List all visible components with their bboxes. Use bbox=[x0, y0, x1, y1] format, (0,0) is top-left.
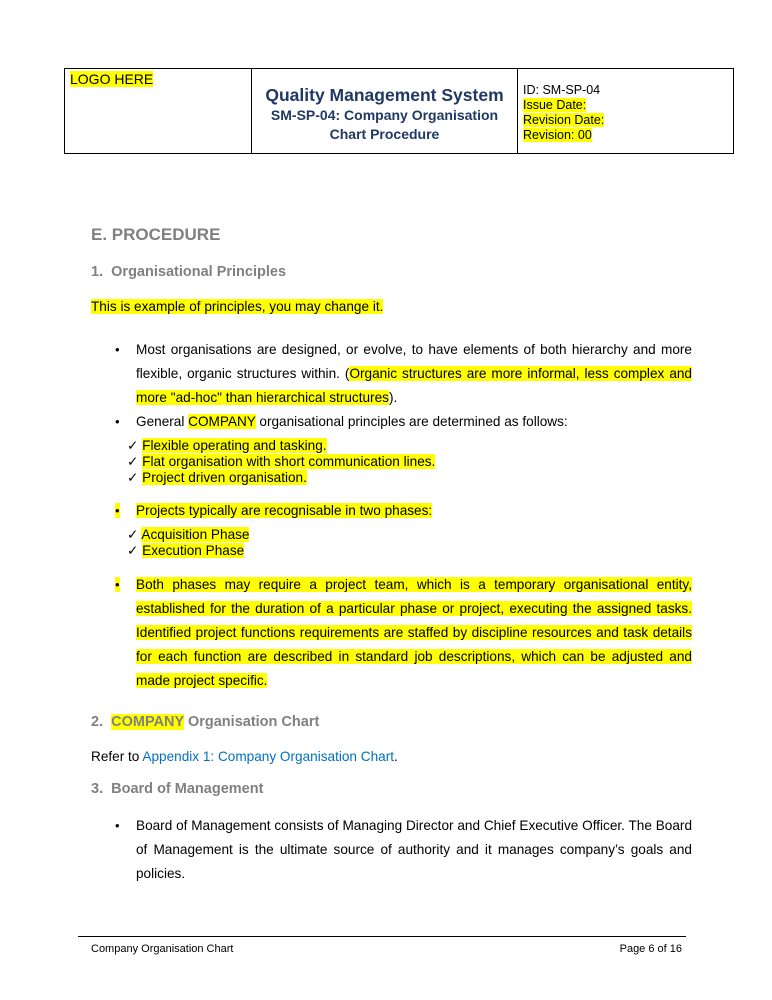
check-icon: ✓ bbox=[127, 438, 139, 453]
issue-date: Issue Date: bbox=[523, 98, 587, 112]
title-cell bbox=[252, 69, 518, 154]
meta-cell bbox=[518, 69, 734, 154]
bullet-icon: • bbox=[115, 818, 120, 833]
s2-refer: Refer to Appendix 1: Company Organisation Chart. bbox=[91, 749, 398, 764]
s1-bullet-3: Projects typically are recognisable in two phases: bbox=[136, 503, 433, 518]
check-item: ✓ Flat organisation with short communication lines. bbox=[127, 454, 436, 469]
header-table bbox=[64, 68, 734, 154]
revision: Revision: 00 bbox=[523, 128, 592, 142]
logo-placeholder: LOGO HERE bbox=[70, 71, 154, 87]
check-item: ✓ Project driven organisation. bbox=[127, 470, 307, 485]
s1-bullet-4: Both phases may require a project team, which is a temporary organisational entity, established for the duration of a particular phase or project, executing the assigned tasks. Identified project functions requirements are staffed by discipline resources and task details for each function are described in standard job descriptions, which can be adjusted and made project specific. bbox=[136, 577, 692, 688]
doc-subtitle-2: Chart Procedure bbox=[329, 125, 440, 142]
s3-bullet-1: Board of Management consists of Managing Director and Chief Executive Officer. The Board of Management is the ultimate source of authority and it manages company’s goals and policies. bbox=[136, 818, 692, 881]
doc-id: ID: SM-SP-04 bbox=[523, 83, 601, 97]
check-item: ✓ Execution Phase bbox=[127, 543, 245, 558]
check-icon: ✓ bbox=[127, 470, 139, 485]
check-item: ✓ Flexible operating and tasking. bbox=[127, 438, 327, 453]
s1-note: This is example of principles, you may change it. bbox=[91, 299, 384, 314]
footer-title: Company Organisation Chart bbox=[91, 943, 234, 955]
s1-heading: 1. Organisational Principles bbox=[91, 264, 287, 280]
page-number: Page 6 of 16 bbox=[619, 943, 682, 955]
bullet-icon: • bbox=[115, 342, 120, 357]
check-item: ✓ Acquisition Phase bbox=[127, 527, 250, 542]
check-icon: ✓ bbox=[127, 527, 139, 542]
bullet-icon: • bbox=[115, 577, 120, 592]
check-icon: ✓ bbox=[127, 543, 139, 558]
s1-bullet-2: General COMPANY organisational principles are determined as follows: bbox=[136, 414, 568, 429]
appendix-link[interactable]: Appendix 1: Company Organisation Chart bbox=[142, 749, 395, 764]
footer-divider bbox=[78, 936, 686, 937]
doc-title: Quality Management System bbox=[265, 84, 504, 105]
bullet-icon: • bbox=[115, 414, 120, 429]
s2-heading: 2. COMPANY Organisation Chart bbox=[91, 714, 320, 730]
s3-heading: 3. Board of Management bbox=[91, 781, 264, 797]
s1-bullet-1: Most organisations are designed, or evolve, to have elements of both hierarchy and more flexible, organic structures within. (Organic structures are more informal, less complex and more "ad-hoc" than hierarchical structures). bbox=[136, 342, 692, 405]
doc-subtitle-1: SM-SP-04: Company Organisation bbox=[270, 106, 499, 123]
bullet-icon: • bbox=[115, 503, 120, 518]
check-icon: ✓ bbox=[127, 454, 139, 469]
logo-cell bbox=[65, 69, 252, 154]
revision-date: Revision Date: bbox=[523, 113, 605, 127]
section-heading: E. PROCEDURE bbox=[91, 225, 221, 244]
